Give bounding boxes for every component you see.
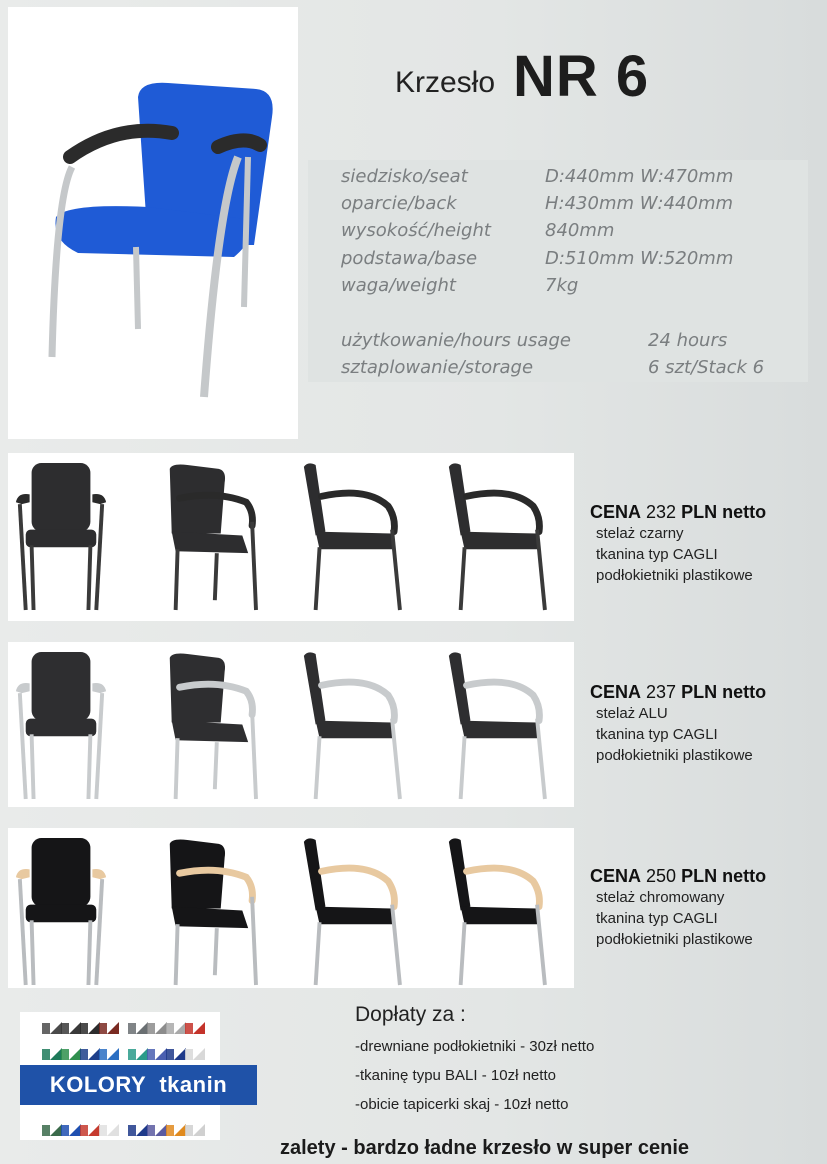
chair-leg (316, 547, 320, 610)
chair-figure (304, 463, 400, 610)
chair-armrest (322, 682, 395, 721)
chair-seat (172, 907, 248, 929)
fabric-swatch (69, 1022, 81, 1034)
chair-seat (26, 719, 97, 737)
fabric-swatch (50, 1124, 62, 1136)
variant-2-info (590, 682, 766, 766)
fabric-swatch (174, 1022, 186, 1034)
variant-2-armrests: podłokietniki plastikowe (596, 747, 753, 764)
chair-seat (172, 721, 248, 743)
spec-value-weight: 7kg (545, 275, 579, 296)
chair-seat (316, 907, 394, 925)
hero-chair-leg (136, 247, 138, 329)
fabric-swatch (174, 1048, 186, 1060)
fabric-swatch (166, 1023, 174, 1034)
hero-chair-leg (52, 167, 72, 357)
fabric-swatch (107, 1022, 119, 1034)
fabric-colors-label: KOLORY tkanin (20, 1065, 257, 1105)
chair-leg (96, 504, 102, 610)
chair-figure (16, 838, 106, 985)
spec-label-base: podstawa/base (341, 248, 478, 269)
hero-image-panel (8, 7, 298, 439)
title-prefix: Krzesło (395, 66, 496, 99)
chair-seat (172, 532, 248, 554)
product-title (395, 40, 649, 110)
fabric-swatch (128, 1023, 136, 1034)
chair-figure (170, 464, 256, 610)
fabric-swatch (155, 1048, 167, 1060)
chair-leg (252, 897, 256, 985)
chair-back (32, 463, 91, 532)
chair-leg (32, 920, 34, 985)
chair-seat (316, 721, 394, 739)
chair-armrest (92, 869, 106, 879)
chair-leg (316, 922, 320, 985)
fabric-swatch (50, 1022, 62, 1034)
variant-1-panel (8, 453, 574, 621)
chair-leg (176, 924, 178, 985)
chair-back (32, 652, 91, 721)
chair-leg (176, 549, 178, 610)
chair-armrest (16, 869, 30, 879)
fabric-swatch (80, 1023, 88, 1034)
variant-3-chairs-image (8, 828, 574, 988)
fabric-swatch (61, 1125, 69, 1136)
chair-armrest (322, 493, 395, 532)
chair-armrest (16, 494, 30, 504)
chair-leg (20, 504, 26, 610)
hero-chair-leg (244, 157, 248, 307)
spec-label-height: wysokość/height (341, 220, 491, 241)
surcharges-title: Dopłaty za : (355, 1003, 466, 1026)
chair-armrest (467, 868, 540, 907)
chair-leg (88, 920, 90, 985)
spec-value-seat: D:440mm W:470mm (545, 166, 734, 187)
hero-chair (52, 83, 273, 397)
spec-value-height: 840mm (545, 220, 615, 241)
fabric-swatch (88, 1048, 100, 1060)
fabric-swatch (147, 1125, 155, 1136)
variant-3-panel (8, 828, 574, 988)
chair-figure (304, 652, 400, 799)
fabric-swatch (193, 1048, 205, 1060)
chair-leg (252, 522, 256, 610)
fabric-swatch (147, 1049, 155, 1060)
chair-figure (16, 652, 106, 799)
chair-figure (170, 839, 256, 985)
chair-armrest (16, 683, 30, 693)
spec-label-usage: użytkowanie/hours usage (341, 330, 571, 351)
fabric-swatch (80, 1049, 88, 1060)
chair-seat (26, 905, 97, 923)
chair-leg (88, 734, 90, 799)
fabric-swatch (147, 1023, 155, 1034)
chair-leg (392, 905, 400, 985)
chair-seat (316, 532, 394, 550)
hero-chair-image (8, 7, 298, 439)
variant-1-armrests: podłokietniki plastikowe (596, 567, 753, 584)
fabric-swatch (166, 1049, 174, 1060)
footer-tagline: zalety - bardzo ładne krzesło w super cenie (280, 1137, 690, 1159)
variant-1-price: CENA 232 PLN netto (590, 502, 767, 522)
fabric-swatch (107, 1124, 119, 1136)
fabric-swatch (88, 1124, 100, 1136)
spec-value-storage: 6 szt/Stack 6 (648, 357, 765, 378)
fabric-swatch (99, 1125, 107, 1136)
chair-figure (449, 652, 545, 799)
fabric-swatch (99, 1023, 107, 1034)
fabric-swatch (107, 1048, 119, 1060)
fabric-swatch (128, 1125, 136, 1136)
fabric-swatch (185, 1049, 193, 1060)
chair-back (32, 838, 91, 907)
chair-leg (215, 553, 217, 600)
variant-1-frame: stelaż czarny (596, 525, 684, 542)
spec-label-seat: siedzisko/seat (341, 166, 468, 187)
chair-seat (461, 532, 539, 550)
chair-armrest (467, 493, 540, 532)
variant-1-fabric: tkanina typ CAGLI (596, 546, 718, 563)
chair-leg (461, 736, 465, 799)
chair-leg (20, 879, 26, 985)
chair-leg (32, 545, 34, 610)
spec-label-storage: sztaplowanie/storage (341, 357, 534, 378)
variant-3-fabric: tkanina typ CAGLI (596, 910, 718, 927)
fabric-swatch (88, 1022, 100, 1034)
fabric-swatch (42, 1125, 50, 1136)
fabric-swatch (185, 1125, 193, 1136)
chair-leg (215, 742, 217, 789)
chair-armrest (467, 682, 540, 721)
fabric-swatch (69, 1124, 81, 1136)
chair-leg (537, 530, 545, 610)
fabric-swatch (61, 1023, 69, 1034)
variant-2-price: CENA 237 PLN netto (590, 682, 767, 702)
fabric-swatch (174, 1124, 186, 1136)
chair-seat (461, 907, 539, 925)
variant-3-info (590, 866, 766, 950)
chair-leg (215, 928, 217, 975)
spec-label-weight: waga/weight (341, 275, 456, 296)
chair-figure (449, 463, 545, 610)
fabric-swatch (166, 1125, 174, 1136)
surcharge-item-1: -drewniane podłokietniki - 30zł netto (355, 1038, 595, 1055)
variant-2-frame: stelaż ALU (596, 705, 668, 722)
fabric-swatch (155, 1022, 167, 1034)
fabric-swatch (136, 1124, 148, 1136)
fabric-swatch (50, 1048, 62, 1060)
surcharge-item-2: -tkaninę typu BALI - 10zł netto (355, 1067, 556, 1084)
chair-leg (32, 734, 34, 799)
hero-chair-armrest (218, 140, 260, 147)
fabric-swatch (42, 1023, 50, 1034)
spec-value-base: D:510mm W:520mm (545, 248, 734, 269)
spec-label-back: oparcie/back (341, 193, 457, 214)
chair-figure (16, 463, 106, 610)
spec-table (308, 160, 808, 382)
chair-leg (392, 530, 400, 610)
variant-1-info (590, 502, 766, 586)
fabric-swatch (136, 1048, 148, 1060)
chair-leg (96, 879, 102, 985)
variant-2-fabric: tkanina typ CAGLI (596, 726, 718, 743)
chair-figure (304, 838, 400, 985)
chair-figure (449, 838, 545, 985)
fabric-swatch (42, 1049, 50, 1060)
chair-armrest (322, 868, 395, 907)
variant-1-chairs-image (8, 453, 574, 621)
chair-armrest (92, 683, 106, 693)
fabric-swatch (61, 1049, 69, 1060)
fabric-swatch (155, 1124, 167, 1136)
fabric-swatch (193, 1022, 205, 1034)
variant-3-frame: stelaż chromowany (596, 889, 725, 906)
chair-leg (20, 693, 26, 799)
fabric-swatch (193, 1124, 205, 1136)
chair-seat (461, 721, 539, 739)
fabric-swatch (69, 1048, 81, 1060)
chair-leg (316, 736, 320, 799)
surcharge-item-3: -obicie tapicerki skaj - 10zł netto (355, 1096, 569, 1113)
spec-value-back: H:430mm W:440mm (545, 193, 734, 214)
chair-leg (461, 922, 465, 985)
chair-leg (461, 547, 465, 610)
chair-leg (96, 693, 102, 799)
fabric-swatch (80, 1125, 88, 1136)
fabric-swatch (136, 1022, 148, 1034)
variant-3-price: CENA 250 PLN netto (590, 866, 767, 886)
chair-leg (252, 711, 256, 799)
variant-2-panel (8, 642, 574, 807)
chair-leg (392, 719, 400, 799)
chair-leg (537, 719, 545, 799)
spec-value-usage: 24 hours (648, 330, 728, 351)
title-model: NR 6 (513, 44, 650, 109)
chair-seat (26, 530, 97, 548)
chair-figure (170, 653, 256, 799)
chair-leg (88, 545, 90, 610)
chair-leg (176, 738, 178, 799)
fabric-swatch (128, 1049, 136, 1060)
fabric-swatch (99, 1049, 107, 1060)
variant-3-armrests: podłokietniki plastikowe (596, 931, 753, 948)
fabric-swatch (185, 1023, 193, 1034)
chair-leg (537, 905, 545, 985)
chair-armrest (92, 494, 106, 504)
variant-2-chairs-image (8, 642, 574, 807)
